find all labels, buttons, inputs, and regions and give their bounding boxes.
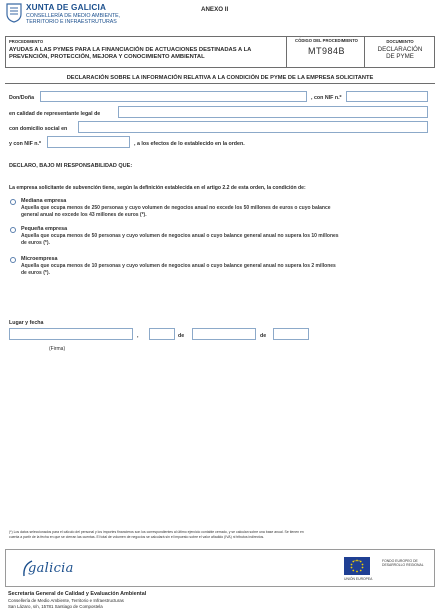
company-input[interactable] — [118, 106, 428, 118]
micro-desc-line1: Aquella que ocupa menos de 10 personas y cuyo volumen de negocios anual o cuyo balance general anual no supera los 2 millones — [21, 263, 336, 269]
document-label: DOCUMENTO — [386, 39, 414, 44]
address-label: con domicilio social en — [9, 126, 68, 132]
mediana-desc-line1: Aquella que ocupa menos de 250 personas y cuyo volumen de negocios anual no excede los 50 millones de euros o cuyo balance — [21, 205, 331, 211]
eu-caption: UNIÓN EUROPEA — [344, 577, 373, 581]
eu-flag-icon — [344, 557, 370, 575]
xunta-logo — [6, 3, 156, 29]
micro-desc-line2: de euros (*). — [21, 270, 50, 276]
month-input[interactable] — [192, 328, 256, 340]
procedure-code-cell — [286, 36, 365, 68]
galicia-logo: galicia — [28, 561, 74, 576]
procedure-title-line1: AYUDAS A LAS PYMES PARA LA FINANCIACIÓN DE ACTUACIONES DESTINADAS A LA — [9, 47, 252, 53]
procedure-code: MT984B — [307, 46, 345, 56]
xunta-shield-icon — [6, 3, 22, 23]
procedure-code-label: CÓDIGO DEL PROCEDIMIENTO — [295, 38, 358, 43]
pequena-desc-line1: Aquella que ocupa menos de 50 personas y cuyo volumen de negocios anual o cuyo balance general anual no supera los 10 millones — [21, 233, 339, 239]
footnote-line2: cuenta a partir de la fecha en que se cierran las cuentas. El total de volumen de negocios se calculará sin el impuesto sobre el valor añadido (IVA) ni tributos indirectos. — [9, 535, 265, 539]
mediana-radio[interactable] — [10, 199, 16, 205]
footnote-line1: (*) Los datos seleccionados para el cálculo del personal y los importes financieros son los correspondientes al último ejercicio contable cerrado, y se calculan sobre una base anual. Se tienen en — [9, 530, 304, 534]
nif2-label: y con NIF n.º — [9, 141, 41, 147]
annex-label: ANEXO II — [201, 6, 229, 13]
org-name: XUNTA DE GALICIA — [26, 3, 107, 12]
de-label-2: de — [260, 333, 267, 339]
pequena-desc-line2: de euros (*). — [21, 240, 50, 246]
declaration-intro: La empresa solicitante de subvención tiene, según la definición establecida en el artigo 2.2 de esta orden, la condición de: — [9, 185, 306, 191]
eu-fund-line2: DESARROLLO REGIONAL — [382, 563, 424, 567]
pequena-radio[interactable] — [10, 227, 16, 233]
galicia-swoosh-icon — [20, 559, 34, 579]
day-input[interactable] — [149, 328, 175, 340]
pequena-title: Pequeña empresa — [21, 226, 68, 232]
place-comma: , — [137, 333, 139, 339]
year-input[interactable] — [273, 328, 309, 340]
document-line2: DE PYME — [386, 53, 414, 60]
signature-label: (Firma) — [49, 346, 66, 352]
address-input[interactable] — [78, 121, 428, 133]
place-date-label: Lugar y fecha — [9, 320, 44, 326]
de-label-1: de — [178, 333, 185, 339]
declaration-heading: DECLARO, BAJO MI RESPONSABILIDAD QUE: — [9, 163, 133, 169]
org-department-line2: TERRITORIO E INFRAESTRUTURAS — [26, 19, 117, 25]
procedure-title-line2: PREVENCIÓN, PROTECCIÓN, MEJORA Y CONOCIMIENTO AMBIENTAL — [9, 54, 205, 60]
mediana-desc-line2: general anual no excede los 43 millones de euros (*). — [21, 212, 147, 218]
name-input[interactable] — [40, 91, 307, 102]
procedure-box — [5, 36, 435, 68]
org-department-line1: CONSELLERÍA DE MEDIO AMBIENTE, — [26, 13, 121, 19]
document-cell — [366, 37, 434, 67]
nif-label: , con NIF n.º — [311, 95, 342, 101]
section-title: DECLARACIÓN SOBRE LA INFORMACIÓN RELATIVA A LA CONDICIÓN DE PYME DE LA EMPRESA SOLICITANTE — [66, 75, 374, 81]
representative-label: en calidad de representante legal de — [9, 111, 101, 117]
micro-radio[interactable] — [10, 257, 16, 263]
effects-label: , a los efectos de lo establecido en la orden. — [134, 141, 245, 147]
eu-fund-line1: FONDO EUROPEO DE — [382, 559, 418, 563]
nif-input[interactable] — [346, 91, 428, 102]
footer-address: San Lázaro, s/n, 15781 Santiago de Compostela — [8, 604, 103, 609]
company-nif-input[interactable] — [47, 136, 130, 148]
footer-ministry: Consellería de Medio Ambiente, Territorio e Infraestructuras — [8, 598, 124, 603]
footer-office: Secretaría General de Calidad y Evaluación Ambiental — [8, 591, 147, 597]
procedure-label: PROCEDIMENTO — [9, 39, 44, 44]
section-divider — [5, 83, 435, 84]
footer-box — [5, 549, 435, 587]
don-label: Don/Doña — [9, 95, 35, 101]
place-input[interactable] — [9, 328, 133, 340]
micro-title: Microempresa — [21, 256, 58, 262]
mediana-title: Mediana empresa — [21, 198, 67, 204]
document-line1: DECLARACIÓN — [377, 46, 423, 53]
